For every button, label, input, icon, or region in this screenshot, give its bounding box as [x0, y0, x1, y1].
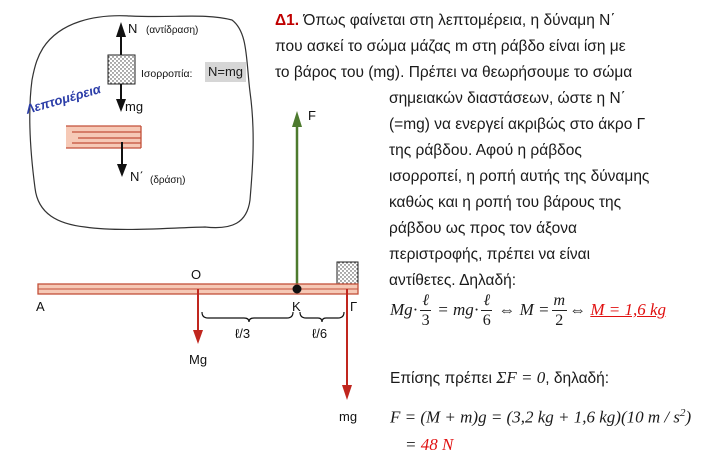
force-Mg-arrowhead	[193, 330, 203, 344]
dim-bracket-left	[202, 312, 293, 322]
detail-rod-piece	[66, 126, 141, 148]
force-mg-arrowhead	[342, 385, 352, 400]
eq1-frac2-den: 6	[482, 312, 491, 329]
force-mg-label: mg	[339, 409, 358, 424]
detail-stamp: Λεπτομέρεια	[24, 81, 103, 117]
explanation-line-5: (=mg) να ενεργεί ακριβώς στο άκρο Γ	[389, 116, 646, 133]
dim-right-label: ℓ/6	[312, 326, 328, 341]
torque-equation	[390, 293, 666, 329]
eq1-frac3-den: 2	[555, 312, 564, 329]
eq1-iff2: ⇔	[569, 299, 587, 319]
detail-mg-label: mg	[125, 99, 144, 114]
eq1-frac2-num: ℓ	[483, 292, 491, 309]
detail-mass-block	[108, 55, 135, 84]
eq1-frac1-den: 3	[421, 312, 430, 329]
also-text: Επίσης πρέπει	[390, 370, 492, 387]
explanation-line-1-text: Όπως φαίνεται στη λεπτομέρεια, η δύναμη Ν΄	[299, 12, 616, 29]
eq1-frac1-num: ℓ	[422, 292, 430, 309]
explanation-line-11: αντίθετες. Δηλαδή:	[389, 272, 517, 289]
n-action-note: (δράση)	[150, 175, 186, 186]
force-f-arrowhead	[292, 111, 302, 127]
force-result	[405, 435, 453, 455]
point-k-label: K	[292, 299, 301, 314]
dim-bracket-right	[300, 312, 344, 322]
problem-heading: Δ1.	[275, 12, 300, 29]
explanation-line-4: σημειακών διαστάσεων, ώστε η Ν΄	[389, 90, 626, 107]
explanation-line-10: περιστροφής, πρέπει να είναι	[389, 246, 591, 263]
force-equation	[390, 407, 691, 428]
balance-box: N=mg	[205, 62, 246, 82]
point-g-label: Γ	[350, 299, 358, 314]
n-reaction-note: (αντίδραση)	[146, 25, 199, 36]
eq2-result: 48 N	[420, 435, 454, 454]
eq1-mg: = mg	[437, 299, 474, 319]
eq1-Mg: Mg	[390, 299, 413, 319]
eq1-dot1: ·	[412, 299, 419, 319]
force-f-label: F	[308, 108, 316, 123]
explanation-line-9: ράβδου ως προς τον άξονα	[389, 220, 577, 237]
point-o-label: O	[191, 267, 202, 282]
point-a-label: A	[36, 299, 45, 314]
eq2-eq: =	[405, 435, 421, 454]
explanation-line-7: ισορροπεί, η ροπή αυτής της δύναμης	[389, 168, 650, 185]
explanation-line-8: καθώς και η ροπή του βάρους της	[389, 194, 622, 211]
explanation-line-3: το βάρος του (mg). Πρέπει να θεωρήσουμε το σώμα	[275, 64, 633, 81]
eq1-dot2: ·	[473, 299, 480, 319]
eq2-line1: F = (M + m)g = (3,2 kg + 1,6 kg)(10 m / s	[390, 407, 680, 427]
namely-text: , δηλαδή:	[545, 370, 610, 387]
explanation-line-2: που ασκεί το σώμα μάζας m στη ράβδο είναι ίση με	[275, 38, 626, 55]
detail-bubble	[30, 16, 253, 230]
n-action-label: N΄	[130, 169, 144, 184]
eq1-frac3	[552, 293, 568, 329]
sum-f-zero: ΣF = 0	[496, 368, 546, 387]
eq1-frac2	[481, 293, 492, 329]
force-Mg-label: Mg	[189, 352, 208, 367]
eq1-frac1	[420, 293, 431, 329]
n-reaction-label: N	[128, 21, 138, 36]
pivot-k	[293, 285, 302, 294]
sum-forces-line	[390, 365, 609, 392]
eq1-iff1: ⇔ M =	[498, 299, 550, 319]
balance-label: Ισορροπία:	[141, 68, 193, 80]
mass-block	[337, 262, 358, 284]
dim-left-label: ℓ/3	[235, 326, 251, 341]
eq1-result: M = 1,6 kg	[590, 299, 666, 319]
explanation-line-6: της ράβδου. Αφού η ράβδος	[389, 142, 582, 159]
explanation-line-1	[275, 8, 616, 34]
eq2-close: )	[685, 407, 692, 427]
eq1-frac3-num: m	[553, 292, 566, 309]
eq2-sup: 2	[679, 407, 686, 419]
